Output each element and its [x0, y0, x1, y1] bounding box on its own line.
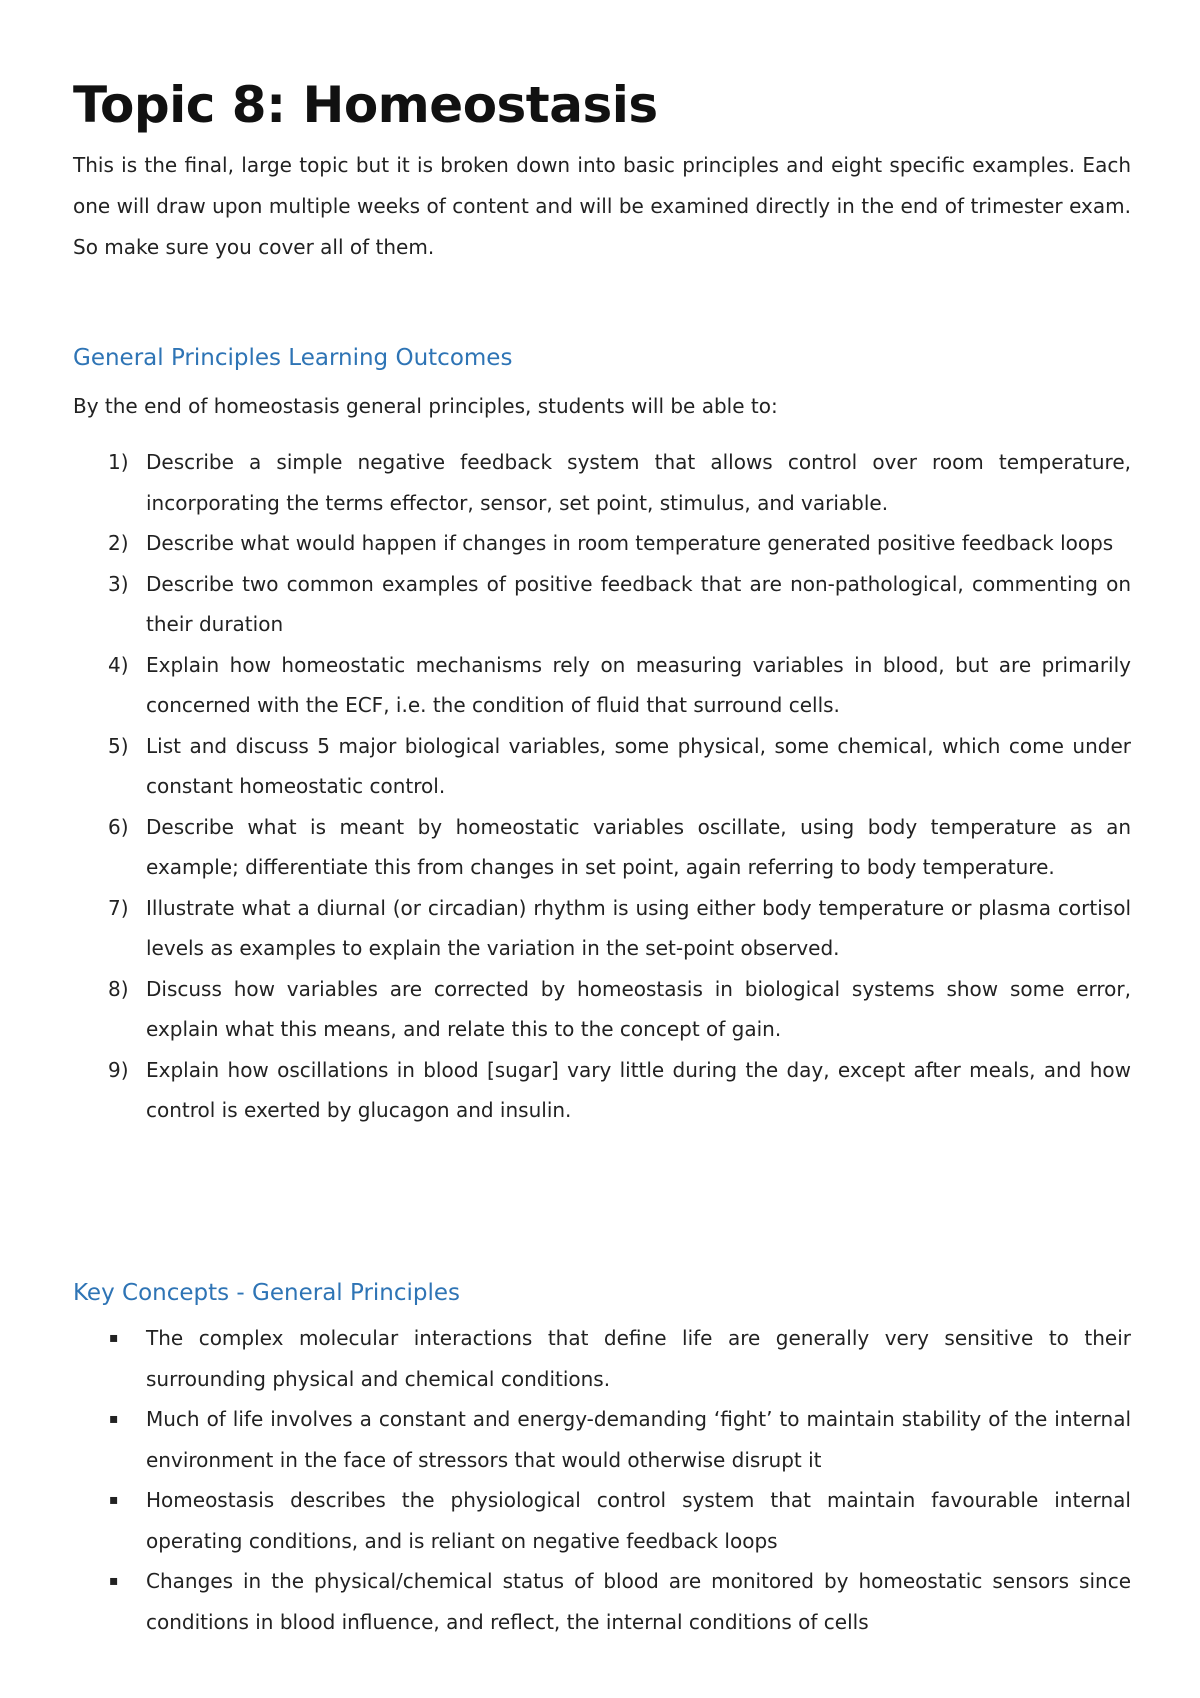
key-concept-text: Changes in the physical/chemical status of blood are monitored by homeostatic sensors since conditions in blood influence, and reflect, the internal conditions of cells [146, 1569, 1131, 1634]
learning-outcome-item [73, 888, 1131, 969]
square-bullet-icon: ▪ [109, 1411, 119, 1427]
outcome-number: 2) [108, 531, 129, 555]
key-concepts-list [73, 1318, 1131, 1642]
key-concept-item [73, 1399, 1131, 1480]
square-bullet-icon: ▪ [109, 1573, 119, 1589]
learning-outcomes-lead: By the end of homeostasis general principles, students will be able to: [73, 394, 778, 418]
outcome-text: Describe two common examples of positive feedback that are non-pathological, commenting on their duration [146, 571, 1131, 636]
outcome-text: Describe a simple negative feedback system that allows control over room temperature, incorporating the terms effector, sensor, set point, stimulus, and variable. [146, 450, 1131, 515]
outcome-text: Describe what would happen if changes in room temperature generated positive feedback loops [146, 531, 1114, 555]
outcome-text: Illustrate what a diurnal (or circadian) rhythm is using either body temperature or plasma cortisol levels as examples to explain the variation in the set-point observed. [146, 895, 1131, 960]
key-concept-item [73, 1480, 1131, 1561]
outcome-text: Discuss how variables are corrected by homeostasis in biological systems show some error, explain what this means, and relate this to the concept of gain. [146, 976, 1131, 1041]
key-concept-item [73, 1561, 1131, 1642]
outcome-text: Explain how oscillations in blood [sugar] vary little during the day, except after meals, and how control is exerted by glucagon and insulin. [146, 1057, 1131, 1122]
learning-outcome-item [73, 564, 1131, 645]
square-bullet-icon: ▪ [109, 1492, 119, 1508]
learning-outcome-item [73, 1050, 1131, 1131]
intro-paragraph: This is the final, large topic but it is broken down into basic principles and eight specific examples. Each one will draw upon multiple weeks of content and will be examined directly in the end of trimester exam. So make sure you cover all of them. [73, 153, 1131, 259]
key-concept-text: Much of life involves a constant and energy-demanding ‘fight’ to maintain stability of the internal environment in the face of stressors that would otherwise disrupt it [146, 1407, 1131, 1472]
outcome-number: 7) [108, 895, 129, 920]
outcome-number: 6) [108, 814, 129, 839]
key-concepts-heading: Key Concepts - General Principles [73, 1280, 461, 1306]
square-bullet-icon: ▪ [109, 1330, 119, 1346]
key-concept-item [73, 1318, 1131, 1399]
learning-outcome-item [73, 523, 1131, 564]
page-title: Topic 8: Homeostasis [73, 76, 658, 134]
outcome-number: 3) [108, 571, 129, 596]
outcome-number: 5) [108, 733, 129, 758]
outcome-text: Describe what is meant by homeostatic variables oscillate, using body temperature as an example; differentiate this from changes in set point, again referring to body temperature. [146, 814, 1131, 879]
learning-outcome-item [73, 645, 1131, 726]
outcome-text: Explain how homeostatic mechanisms rely on measuring variables in blood, but are primarily concerned with the ECF, i.e. the condition of fluid that surround cells. [146, 652, 1131, 717]
key-concept-text: The complex molecular interactions that define life are generally very sensitive to their surrounding physical and chemical conditions. [146, 1326, 1131, 1391]
outcome-number: 8) [108, 976, 129, 1001]
learning-outcome-item [73, 807, 1131, 888]
outcome-text: List and discuss 5 major biological variables, some physical, some chemical, which come under constant homeostatic control. [146, 733, 1131, 798]
outcome-number: 9) [108, 1057, 129, 1082]
learning-outcome-item [73, 442, 1131, 523]
outcome-number: 1) [108, 450, 129, 474]
learning-outcome-item [73, 726, 1131, 807]
learning-outcome-item [73, 969, 1131, 1050]
key-concept-text: Homeostasis describes the physiological control system that maintain favourable internal operating conditions, and is reliant on negative feedback loops [146, 1488, 1131, 1553]
general-principles-heading: General Principles Learning Outcomes [73, 345, 513, 371]
outcome-number: 4) [108, 652, 129, 677]
learning-outcomes-list [73, 442, 1131, 1131]
